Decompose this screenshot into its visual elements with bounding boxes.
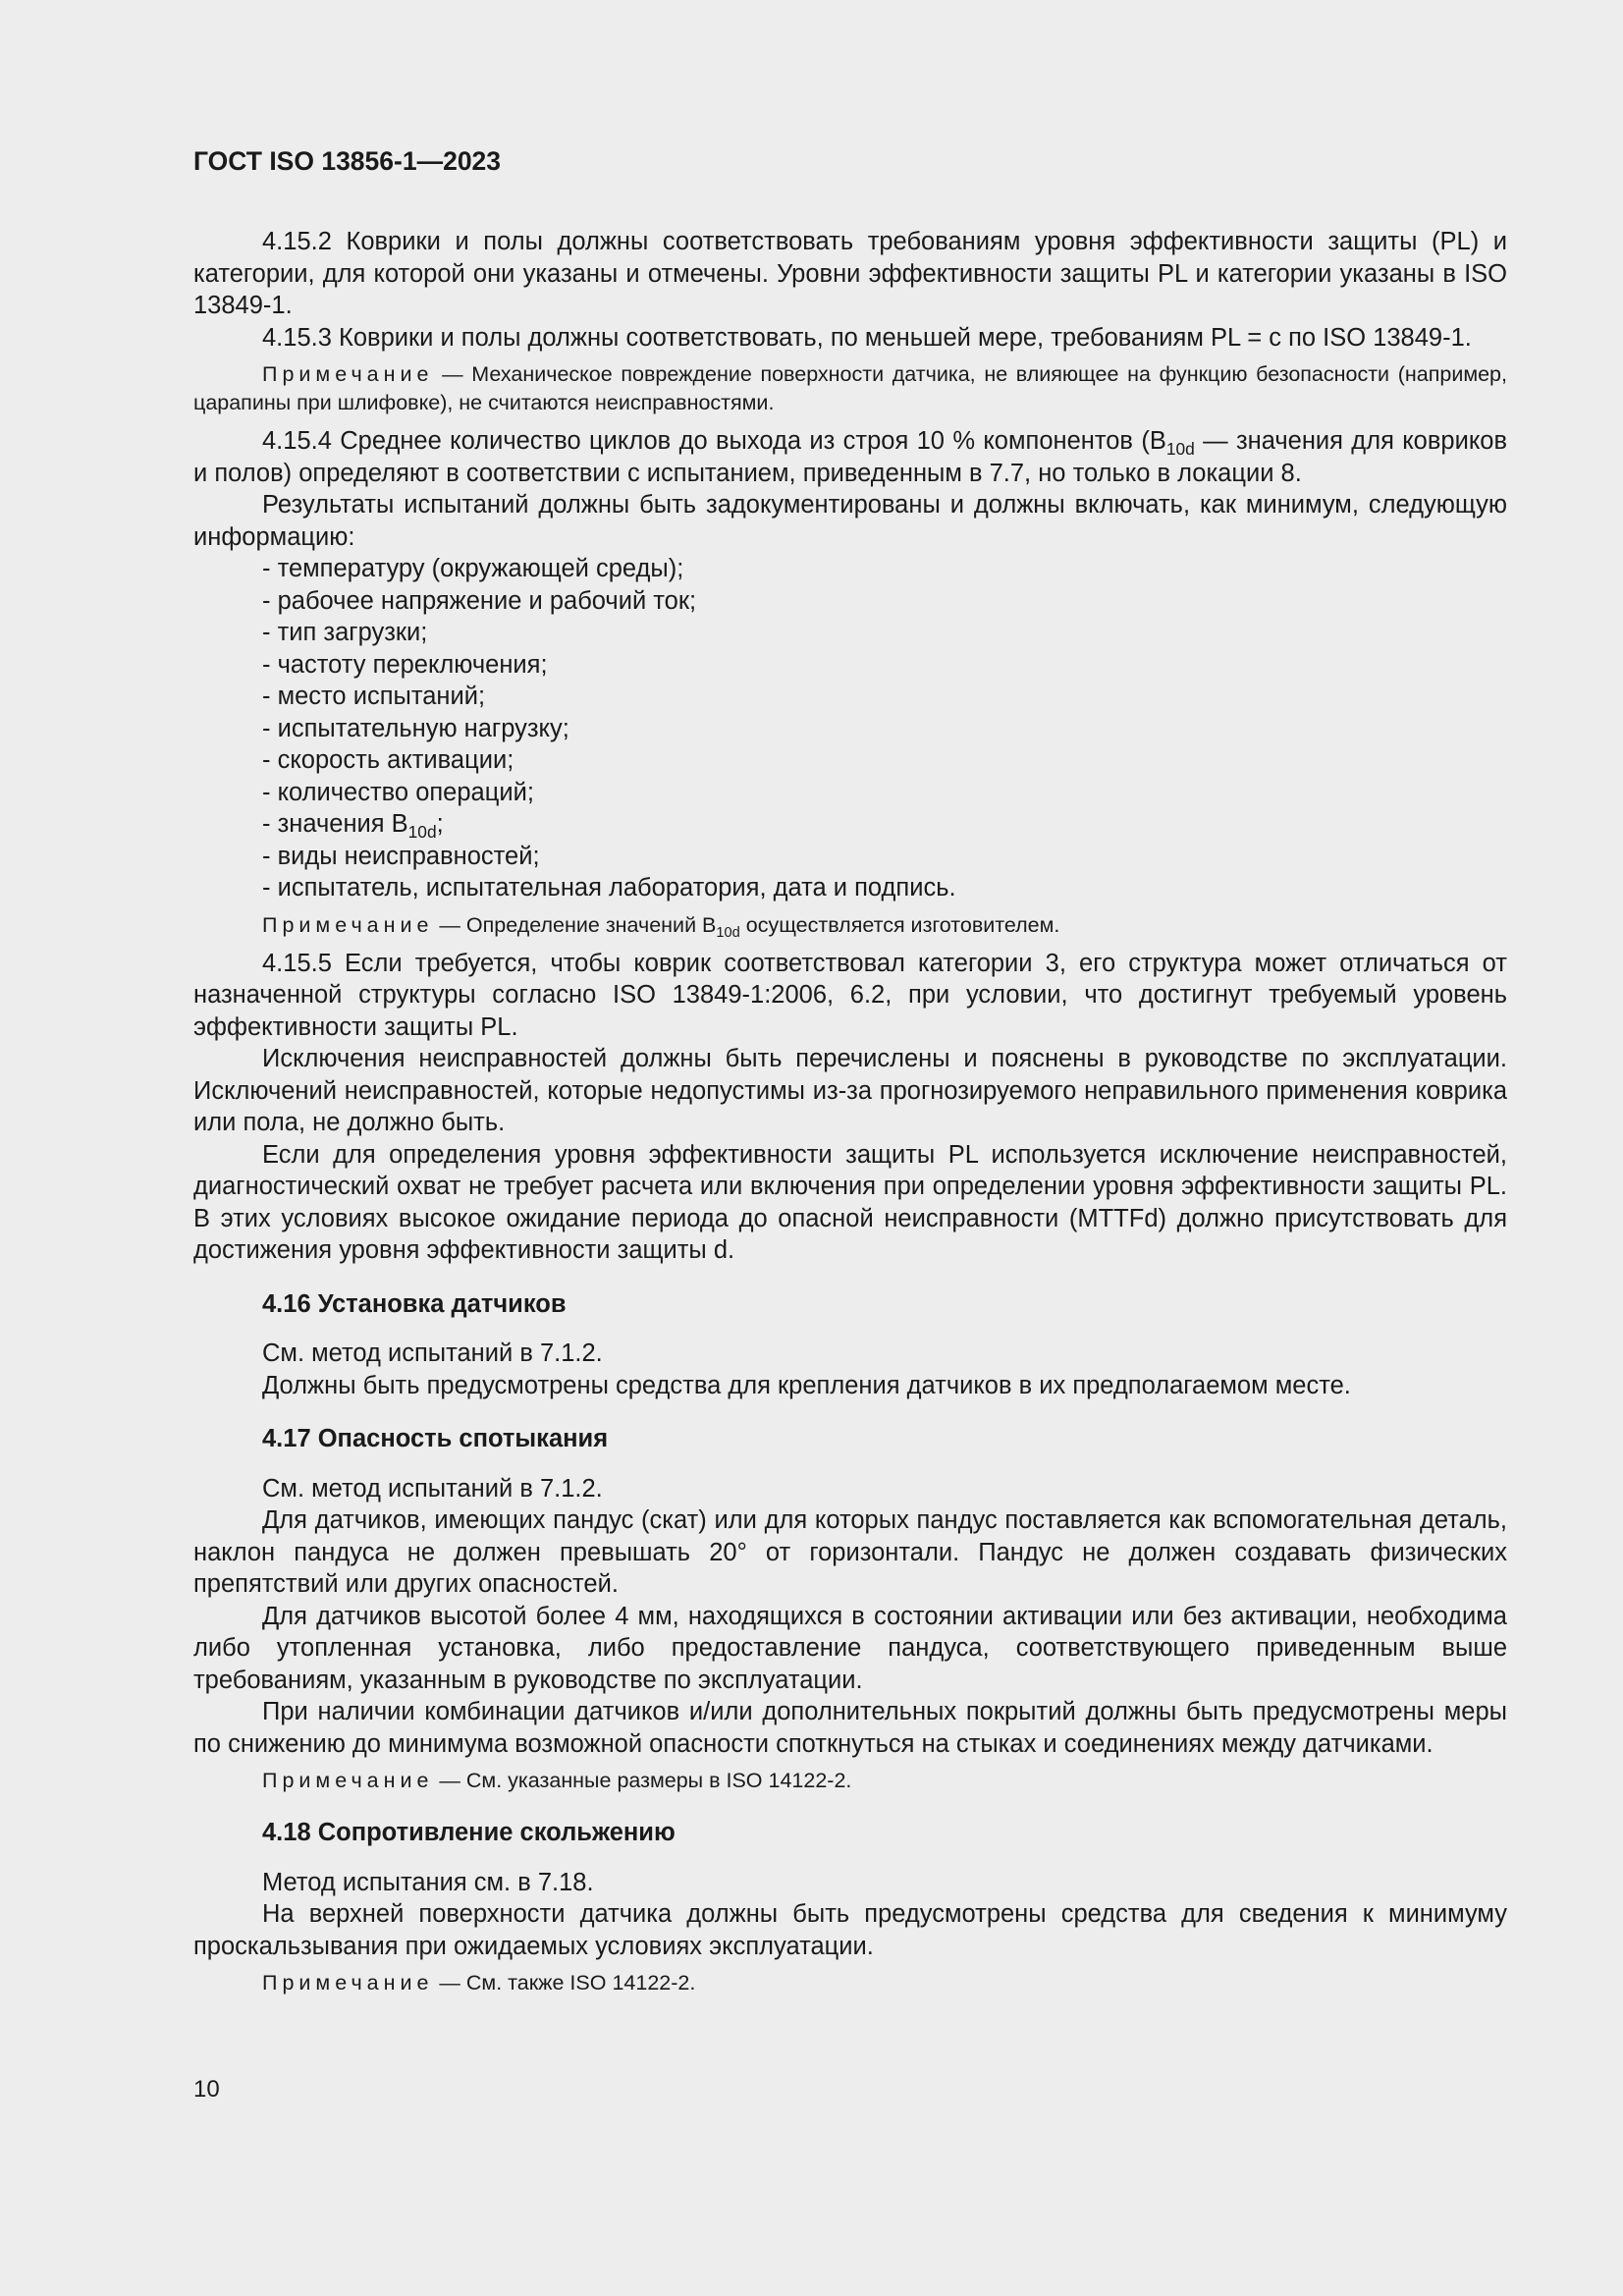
paragraph-exclusions: Исключения неисправностей должны быть перечислены и пояснены в руководстве по эксплуатации. Исключений неисправностей, которые недопустимы из-за прогнозируемого неправильного применения коврика или пола, не должно быть. <box>193 1045 1507 1136</box>
paragraph-4-17-d: При наличии комбинации датчиков и/или дополнительных покрытий должны быть предусмотрены меры по снижению до минимума возможной опасности споткнуться на стыках и соединениях между датчиками. <box>193 1698 1507 1758</box>
note-text: — См. также ISO 14122-2. <box>433 1971 696 1995</box>
document-page <box>193 145 1507 2005</box>
note-label: Примечание <box>262 912 434 937</box>
note-text-end: осуществляется изготовителем. <box>739 912 1060 937</box>
list-item: - испытательную нагрузку; <box>262 714 569 742</box>
note-label: Примечание <box>262 1769 434 1792</box>
list-item: - количество операций; <box>262 778 534 806</box>
paragraph-results: Результаты испытаний должны быть задокументированы и должны включать, как минимум, следующую информацию: <box>193 491 1507 551</box>
page-number: 10 <box>193 2076 220 2103</box>
paragraph-4-17-a: См. метод испытаний в 7.1.2. <box>262 1474 603 1503</box>
paragraph-4-15-4-part-a: 4.15.4 Среднее количество циклов до выхода из строя 10 % компонентов (B <box>262 427 1166 455</box>
paragraph-4-17-c: Для датчиков высотой более 4 мм, находящихся в состоянии активации или без активации, необходима либо утопленная установка, либо предоставление пандуса, соответствующего приведенным выше требованиям, указанным в руководстве по эксплуатации. <box>193 1602 1507 1694</box>
paragraph-4-16-a: См. метод испытаний в 7.1.2. <box>262 1339 603 1367</box>
list-item: - место испытаний; <box>262 683 486 710</box>
section-heading-4-18: 4.18 Сопротивление скольжению <box>262 1819 676 1846</box>
subscript-10d: 10d <box>1165 439 1195 460</box>
note-text: — Определение значений B <box>433 912 717 937</box>
list-item: - тип загрузки; <box>262 619 428 646</box>
note-label: Примечание <box>262 362 434 386</box>
note-1 <box>193 360 1507 417</box>
note-2 <box>193 911 1507 940</box>
list-item: - частоту переключения; <box>262 650 548 679</box>
paragraph-4-15-3: 4.15.3 Коврики и полы должны соответствовать, по меньшей мере, требованиям PL = с по ISO 13849-1. <box>262 323 1472 352</box>
paragraph-4-18-b: На верхней поверхности датчика должны быть предусмотрены средства для сведения к минимуму проскальзывания при ожидаемых условиях эксплуатации. <box>193 1900 1507 1960</box>
section-heading-4-17: 4.17 Опасность спотыкания <box>262 1425 609 1452</box>
paragraph-4-17-b: Для датчиков, имеющих пандус (скат) или для которых пандус поставляется как вспомогательная деталь, наклон пандуса не должен превышать 20° от горизонтали. Пандус не должен создавать физических препятствий или других опасностей. <box>193 1506 1507 1598</box>
list-item-b10d-text: - значения B <box>262 810 408 838</box>
list-item <box>193 808 1507 841</box>
subscript-10d: 10d <box>407 822 437 843</box>
paragraph-4-15-4-part-b: — значения для ковриков и полов) определяют в соответствии с испытанием, приведенным в 7.7, но только в локации 8. <box>193 427 1508 487</box>
list-item: - виды неисправностей; <box>262 842 540 870</box>
paragraph-4-16-b: Должны быть предусмотрены средства для крепления датчиков в их предполагаемом месте. <box>262 1371 1351 1399</box>
note-4 <box>193 1969 1507 1997</box>
paragraph-4-15-2: 4.15.2 Коврики и полы должны соответствовать требованиям уровня эффективности защиты (PL) и категории, для которой они указаны и отмечены. Уровни эффективности защиты PL и категории указаны в ISO 13849-1. <box>193 228 1507 319</box>
note-text: — См. указанные размеры в ISO 14122-2. <box>433 1769 852 1792</box>
document-header: ГОСТ ISO 13856-1—2023 <box>193 146 502 176</box>
section-heading-4-16: 4.16 Установка датчиков <box>262 1289 567 1318</box>
note-3 <box>193 1767 1507 1795</box>
list-item: - скорость активации; <box>262 746 514 774</box>
paragraph-4-15-4 <box>193 425 1507 489</box>
paragraph-4-18-a: Метод испытания см. в 7.18. <box>262 1868 594 1896</box>
list-item-b10d-end: ; <box>436 810 444 838</box>
list-item: - испытатель, испытательная лаборатория, дата и подпись. <box>262 874 956 902</box>
note-label: Примечание <box>262 1971 434 1995</box>
paragraph-4-15-5: 4.15.5 Если требуется, чтобы коврик соответствовал категории 3, его структура может отличаться от назначенной структуры согласно ISO 13849-1:2006, 6.2, при условии, что достигнут требуемый уровень эффективности защиты PL. <box>193 949 1507 1041</box>
subscript-10d: 10d <box>716 924 740 941</box>
note-text: — Механическое повреждение поверхности датчика, не влияющее на функцию безопасности (например, царапины при шлифовке), не считаются неисправностями. <box>193 362 1507 414</box>
list-item: - рабочее напряжение и рабочий ток; <box>262 586 697 615</box>
list-item: - температуру (окружающей среды); <box>262 555 684 582</box>
paragraph-mttfd: Если для определения уровня эффективности защиты PL используется исключение неисправностей, диагностический охват не требует расчета или включения при определении уровня эффективности защиты PL. В этих условиях высокое ожидание периода до опасной неисправности (MTTFd) должно присутствовать для достижения уровня эффективности защиты d. <box>193 1140 1507 1264</box>
